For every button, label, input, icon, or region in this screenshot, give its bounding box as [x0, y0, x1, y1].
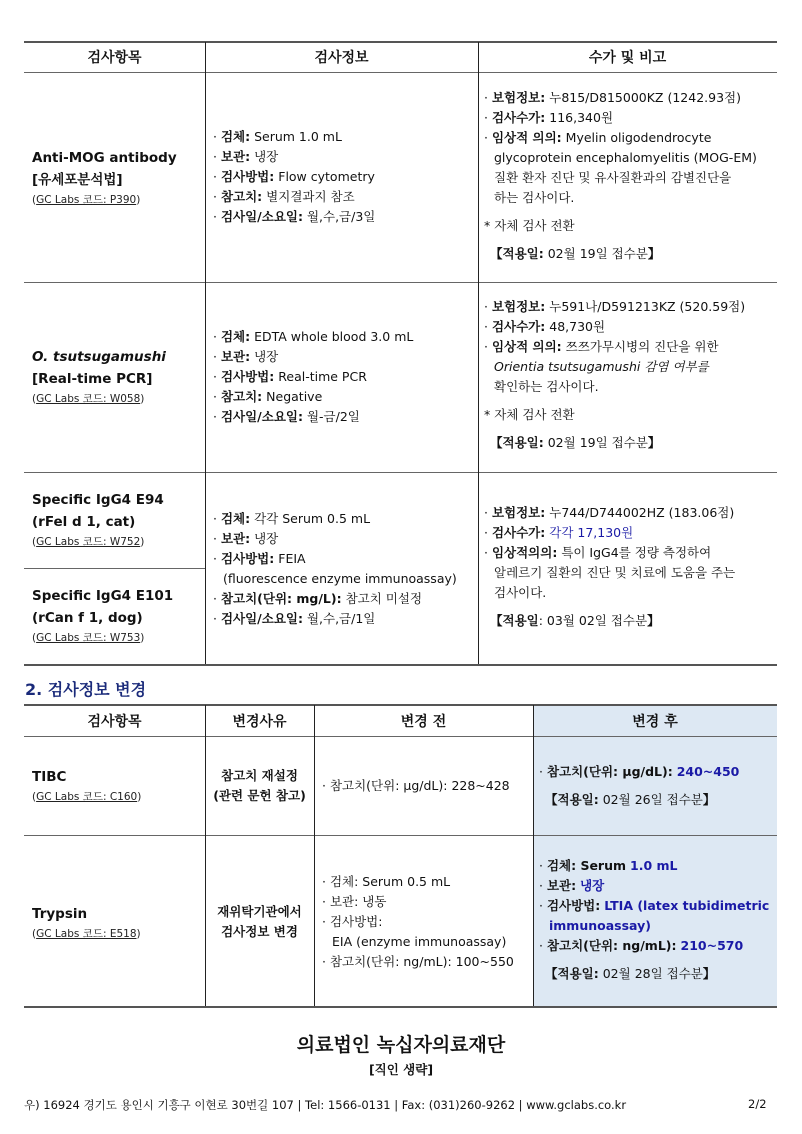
before-line: · 참고치(단위: µg/dL): 228~428 [322, 778, 510, 793]
remark-label: 검사수가: [491, 525, 546, 540]
table2-header-border [24, 736, 777, 737]
remark-label: 보험정보: [491, 505, 546, 520]
remarks-list: · 보험정보: 누744/D744002HZ (183.06점) · 검사수가: 각각 17,130원 · 임상적의의: 특이 IgG4를 정량 측정하여 알레르기 질환의 진단 및 치료에 도움을 주는 검사이다. 【적용일: 03월 02일 접수분】 [484, 503, 735, 631]
table-row: Specific IgG4 E101 (rCan f 1, dog) (GC Labs 코드: W753) [32, 585, 173, 647]
test-code-link[interactable]: GC Labs 코드: P390 [36, 194, 137, 206]
table2-bottom-border [24, 1006, 777, 1008]
info-value: 참고치 미설정 [345, 591, 423, 606]
section-title: 2. 검사정보 변경 [25, 680, 147, 699]
applied-date: 【적용일: 02월 19일 접수분】 [490, 246, 661, 261]
test-name: O. tsutsugamushi [32, 349, 166, 365]
change-reason [205, 766, 314, 806]
test-code-link[interactable]: GC Labs 코드: E518 [36, 928, 137, 940]
remark-continuation: 하는 검사이다. [494, 190, 575, 205]
after-info: · 검체: Serum 1.0 mL · 보관: 냉장 · 검사방법: LTIA (latex tubidimetric immunoassay) · 참고치(단위: ng/mL): 210~570 【적용일: 02월 28일 접수분】 [539, 856, 769, 984]
info-label: 보관: [220, 149, 251, 164]
remark-value: 특이 IgG4를 정량 측정하여 [561, 545, 712, 560]
remark-continuation: glycoprotein encephalomyelitis (MOG-EM) [494, 150, 757, 165]
applied-label: 적용일: [557, 792, 599, 807]
applied-value: 02월 19일 접수분 [547, 435, 648, 450]
remark-note: * 자체 검사 전환 [484, 218, 575, 233]
after-label: 검사방법: [546, 898, 601, 913]
remark-value: 48,730원 [549, 319, 606, 334]
remark-value: Myelin oligodendrocyte [565, 130, 712, 145]
table-row: Anti-MOG antibody [유세포분석법] (GC Labs 코드: P390) [32, 147, 177, 209]
remark-label: 임상적 의의: [491, 130, 562, 145]
info-value: Negative [266, 389, 323, 404]
applied-label: 적용일: [502, 435, 544, 450]
seal-omitted-note: [직인 생략] [368, 1062, 434, 1077]
applied-date: 【적용일: 02월 26일 접수분】 [545, 792, 716, 807]
table2-header-item: 검사항목 [87, 714, 142, 730]
test-name: Specific IgG4 E101 [32, 588, 174, 604]
test-name: Specific IgG4 E94 [32, 492, 164, 508]
applied-value: 02월 19일 접수분 [547, 246, 648, 261]
table2-header-reason: 변경사유 [232, 714, 287, 730]
table-row: O. tsutsugamushi [Real-time PCR] (GC Labs 코드: W058) [32, 346, 166, 408]
after-continuation: immunoassay) [549, 918, 651, 933]
info-continuation: (fluorescence enzyme immunoassay) [223, 571, 457, 586]
after-value: 240~450 [676, 764, 740, 779]
table1-header-remarks: 수가 및 비고 [588, 50, 667, 66]
test-info-list: · 검체: 각각 Serum 0.5 mL · 보관: 냉장 · 검사방법: FEIA (fluorescence enzyme immunoassay) · 참고치(단위: mg/L): 참고치 미설정 · 검사일/소요일: 월,수,금/1일 [213, 511, 457, 626]
table1-header-item: 검사항목 [87, 50, 142, 66]
table-row: Specific IgG4 E94 (rFel d 1, cat) (GC Labs 코드: W752) [32, 489, 164, 551]
applied-value: 02월 26일 접수분 [602, 792, 703, 807]
table1-row-border-1 [24, 282, 777, 283]
applied-date: 【적용일: 03월 02일 접수분】 [490, 613, 660, 628]
info-label: 검사일/소요일: [220, 409, 303, 424]
info-label: 참고치: [220, 189, 263, 204]
info-label: 검사방법: [220, 369, 275, 384]
table2-row-border [24, 835, 777, 836]
table2-header-after: 변경 후 [632, 714, 678, 730]
remark-value: 누591나/D591213KZ (520.59점) [549, 299, 746, 314]
info-value: 각각 Serum 0.5 mL [254, 511, 371, 526]
info-value: 월-금/2일 [306, 409, 360, 424]
info-value: Real-time PCR [278, 369, 367, 384]
table1-col-divider-2 [478, 42, 479, 664]
remark-label: 임상적 의의: [491, 339, 562, 354]
remark-label: 보험정보: [491, 299, 546, 314]
table1-header-info: 검사정보 [314, 50, 369, 66]
applied-label: 적용일: [557, 966, 599, 981]
test-name: Anti-MOG antibody [32, 150, 177, 166]
info-label: 검사방법: [220, 169, 275, 184]
reason-line: 재위탁기관에서 [217, 904, 302, 919]
remark-continuation: 확인하는 검사이다. [494, 379, 599, 394]
table-row: TIBC (GC Labs 코드: C160) [32, 766, 141, 806]
after-value: 1.0 mL [630, 858, 678, 873]
remark-label: 검사수가: [491, 110, 546, 125]
applied-date: 【적용일: 02월 19일 접수분】 [490, 435, 661, 450]
table1-subrow-border [24, 568, 205, 569]
table2-top-border [24, 704, 777, 706]
info-value: 냉장 [254, 349, 279, 364]
before-line: · 검체: Serum 0.5 mL [322, 874, 451, 889]
before-line: EIA (enzyme immunoassay) [332, 934, 507, 949]
remark-value: 쯔쯔가무시병의 진단을 위한 [565, 339, 719, 354]
after-info: · 참고치(단위: µg/dL): 240~450 【적용일: 02월 26일 접수분】 [539, 762, 739, 810]
remark-value: 116,340원 [549, 110, 614, 125]
applied-value: : 03월 02일 접수분 [538, 613, 648, 628]
page-number: 2/2 [748, 1097, 767, 1111]
remark-value: 누744/D744002HZ (183.06점) [549, 505, 735, 520]
table2-col-divider-2 [314, 705, 315, 1006]
test-subname: (rCan f 1, dog) [32, 610, 143, 626]
remark-continuation: 질환 환자 진단 및 유사질환과의 감별진단을 [494, 170, 732, 185]
test-info-list: · 검체: Serum 1.0 mL · 보관: 냉장 · 검사방법: Flow cytometry · 참고치: 별지결과지 참조 · 검사일/소요일: 월,수,금/3일 [213, 129, 376, 224]
after-value: 210~570 [680, 938, 744, 953]
info-label: 보관: [220, 349, 251, 364]
remark-value-price: 각각 17,130원 [549, 525, 634, 540]
remarks-list: · 보험정보: 누815/D815000KZ (1242.93점) · 검사수가: 116,340원 · 임상적 의의: Myelin oligodendrocyte glycoprotein encephalomyelitis (MOG-EM) 질환 환자 진단 및 유사질환과의 감별진단을 하는 검사이다. * 자체 검사 전환 【적용일: 02월 19일 접수분】 [484, 88, 757, 264]
before-line: · 보관: 냉동 [322, 894, 387, 909]
test-info-list: · 검체: EDTA whole blood 3.0 mL · 보관: 냉장 · 검사방법: Real-time PCR · 참고치: Negative · 검사일/소요일: 월-금/2일 [213, 329, 414, 424]
table1-col-divider-1 [205, 42, 206, 664]
test-code-link[interactable]: GC Labs 코드: W752 [36, 536, 141, 548]
organization-name: 의료법인 녹십자의료재단 [296, 1034, 506, 1056]
info-label: 검사일/소요일: [220, 611, 303, 626]
info-label: 보관: [220, 531, 251, 546]
applied-label: 적용일: [502, 246, 544, 261]
before-line: · 참고치(단위: ng/mL): 100~550 [322, 954, 514, 969]
info-value: EDTA whole blood 3.0 mL [254, 329, 414, 344]
info-value: Flow cytometry [278, 169, 375, 184]
table1-bottom-border [24, 664, 777, 666]
after-label: 보관: [546, 878, 577, 893]
after-label: 검체: Serum [546, 858, 627, 873]
test-code-link[interactable]: GC Labs 코드: W058 [36, 393, 141, 405]
remark-continuation: 알레르기 질환의 진단 및 치료에 도움을 주는 [494, 565, 736, 580]
reason-line: (관련 문헌 참고) [213, 788, 306, 803]
table1-top-border [24, 41, 777, 43]
table1-row-border-2 [24, 472, 777, 473]
change-reason [205, 902, 314, 942]
before-info [322, 776, 510, 796]
remarks-list: · 보험정보: 누591나/D591213KZ (520.59점) · 검사수가: 48,730원 · 임상적 의의: 쯔쯔가무시병의 진단을 위한 Orientia tsutsugamushi 감염 여부를 확인하는 검사이다. * 자체 검사 전환 【적용일: 02월 19일 접수분】 [484, 297, 745, 453]
test-name: TIBC [32, 769, 67, 785]
info-label: 참고치: [220, 389, 263, 404]
applied-date: 【적용일: 02월 28일 접수분】 [545, 966, 716, 981]
info-value: FEIA [278, 551, 306, 566]
table2-header-before: 변경 전 [400, 714, 447, 730]
info-label: 검체: [220, 511, 251, 526]
after-label: 참고치(단위: µg/dL): [546, 764, 673, 779]
applied-label: 적용일 [502, 613, 539, 628]
test-subname: (rFel d 1, cat) [32, 514, 136, 530]
info-label: 검사방법: [220, 551, 275, 566]
remark-label: 검사수가: [491, 319, 546, 334]
remark-continuation: 검사이다. [494, 585, 547, 600]
reason-line: 검사정보 변경 [221, 924, 298, 939]
test-method: [유세포분석법] [32, 172, 123, 188]
before-line: · 검사방법: [322, 914, 383, 929]
applied-value: 02월 28일 접수분 [602, 966, 703, 981]
table-row: Trypsin (GC Labs 코드: E518) [32, 903, 141, 943]
table2-col-divider-1 [205, 705, 206, 1006]
info-value: Serum 1.0 mL [254, 129, 342, 144]
remark-label: 임상적의의: [491, 545, 558, 560]
info-value: 월,수,금/1일 [306, 611, 376, 626]
before-info [322, 872, 514, 972]
info-label: 참고치(단위: mg/L): [220, 591, 342, 606]
info-value: 별지결과지 참조 [266, 189, 355, 204]
info-label: 검체: [220, 329, 251, 344]
remark-note: * 자체 검사 전환 [484, 407, 575, 422]
info-value: 냉장 [254, 531, 279, 546]
test-code-link[interactable]: GC Labs 코드: C160 [36, 791, 138, 803]
reason-line: 참고치 재설정 [221, 768, 298, 783]
table2-col-divider-3 [533, 705, 534, 1006]
remark-continuation: Orientia tsutsugamushi 감염 여부를 [494, 359, 709, 374]
remark-value: 누815/D815000KZ (1242.93점) [549, 90, 741, 105]
after-label: 참고치(단위: ng/mL): [546, 938, 677, 953]
info-value: 월,수,금/3일 [306, 209, 376, 224]
test-name: Trypsin [32, 906, 88, 922]
info-label: 검사일/소요일: [220, 209, 303, 224]
info-label: 검체: [220, 129, 251, 144]
table1-header-border [24, 72, 777, 73]
after-value: LTIA (latex tubidimetric [604, 898, 770, 913]
remark-label: 보험정보: [491, 90, 546, 105]
after-value: 냉장 [580, 878, 605, 893]
test-method: [Real-time PCR] [32, 371, 153, 387]
info-value: 냉장 [254, 149, 279, 164]
footer-address: 우) 16924 경기도 용인시 기흥구 이현로 30번길 107 | Tel: 1566-0131 | Fax: (031)260-9262 | www.gclabs.co.kr [24, 1098, 627, 1112]
test-code-link[interactable]: GC Labs 코드: W753 [36, 632, 141, 644]
